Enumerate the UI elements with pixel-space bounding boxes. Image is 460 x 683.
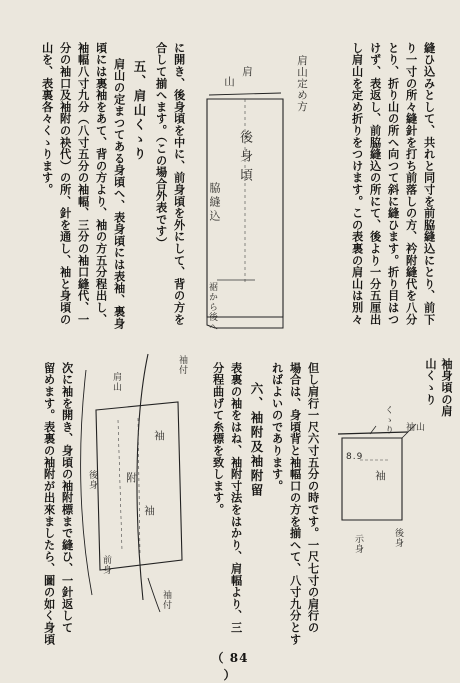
section-6-heading: 六、袖附及袖附留: [249, 382, 264, 498]
sleeve-attach-label-1: 袖付: [177, 355, 187, 375]
sleeve-attach-label-2: 肩山: [111, 372, 121, 392]
hem-note-label: 裾から後へ: [207, 282, 217, 332]
tie-label: くゝり: [383, 405, 393, 435]
front-body-small-label: 示身: [353, 534, 363, 554]
section-5-line-5: 山を、表裏各々くゝります。: [40, 42, 55, 196]
upper-body-line-3: とり、折り山の所へ向つて斜に縫ひます。折り目はつ: [386, 42, 401, 326]
lower-right-line-1: 但し肩行一尺六寸五分の時です。一尺七寸の肩行の: [306, 362, 321, 634]
shoulder-fold-label: 肩山定め方: [296, 55, 308, 113]
section-5-line-3: 袖幅八寸九分（八寸五分の袖幅、三分の袖口縫代、一: [76, 42, 91, 326]
section-6-line-1: 表裏の袖をはね、袖附寸法をはかり、肩幅より、三: [229, 362, 244, 634]
section-5-line-1: 肩山の定まつてある身頃へ、表身頃には表袖、裏身: [112, 58, 127, 330]
sleeve-note: 袖身頃の肩山くゝり: [424, 358, 454, 417]
section-6-line-2: 分程曲げて糸標を致します。: [211, 362, 226, 516]
lower-left-line-1: 次に袖を開き、身頃の袖附標まで縫ひ、一針返して: [60, 362, 75, 634]
upper-left-line-1: に開き、後身頃を中に、前身頃を外にして、背の方を: [172, 42, 187, 326]
upper-body-line-1: 縫ひ込みとして、共れと同寸を前脇縫込にとり、前下: [422, 42, 437, 326]
shoulder-mountain-label: 山: [223, 76, 235, 88]
sleeve-attach-bottom-label: 袖付: [161, 590, 171, 610]
upper-body-line-4: けず、表返し、前脇縫込の所にて、後より一分五厘出: [368, 42, 383, 326]
sleeve-attach-label-7: 前身: [101, 555, 111, 575]
back-body-label: 後身頃: [237, 130, 252, 187]
sleeve-width-measure: 8.9: [346, 452, 364, 462]
upper-left-line-2: 合して揃へます。（この場合外表です）: [154, 42, 169, 249]
sleeve-attach-label-6: 後身: [87, 470, 97, 490]
shoulder-label: 肩: [241, 66, 253, 78]
lower-right-line-2: 場合は、身頃背と袖幅口の方を揃へて、八寸九分とす: [288, 362, 303, 646]
side-seam-label: 脇縫込: [208, 182, 221, 224]
section-5-heading: 五、肩山くゝり: [132, 60, 147, 162]
sleeve-top-label: 袖山: [406, 423, 427, 433]
upper-body-line-5: し肩山を定め折りをつけます。この表裏の肩山は別々: [350, 42, 365, 326]
sleeve-center-label: 袖: [374, 470, 386, 482]
page-number: （ 84 ）: [211, 651, 249, 682]
back-body-small-label: 後身: [393, 528, 403, 548]
sleeve-tie-diagram: [330, 420, 445, 550]
lower-right-line-3: ればよいのであります。: [270, 362, 285, 492]
section-5-line-4: 分の袖口及袖附の袂代）の所、針を通し、袖と身頃の: [58, 42, 73, 326]
sleeve-attach-label-3: 袖: [153, 430, 165, 442]
lower-left-line-2: 留めます。表裏の袖附が出來ましたら、圖の如く身頃: [42, 362, 57, 646]
sleeve-attach-label-5: 袖: [143, 505, 155, 517]
sleeve-attach-label-4: 附: [125, 472, 137, 484]
section-5-line-2: 頃には裏袖をあて、背の方より、袖の方五分程出し、: [94, 42, 109, 326]
upper-body-line-2: り一寸の所々縫針を打ち前落しの方、衿附縫代を八分: [404, 42, 419, 326]
